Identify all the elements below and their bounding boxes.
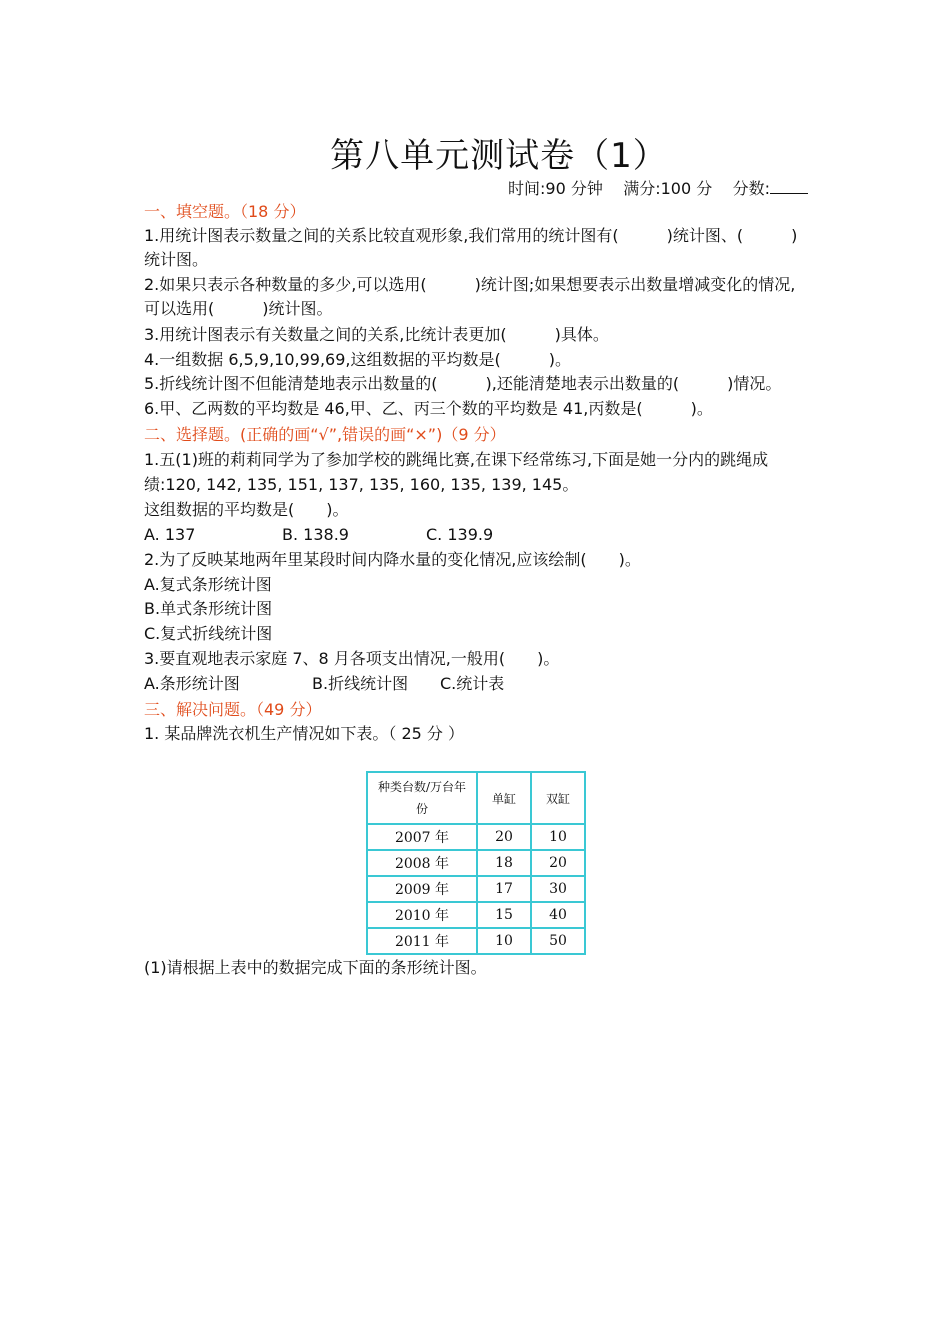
s1-question-6: 6.甲、乙两数的平均数是 46,甲、乙、丙三个数的平均数是 41,丙数是( )。: [144, 399, 713, 418]
table-cell: 10: [477, 928, 531, 954]
s2-question-2: 2.为了反映某地两年里某段时间内降水量的变化情况,应该绘制( )。: [144, 550, 641, 569]
section2-heading: 二、选择题。(正确的画“√”,错误的画“×”)（9 分）: [144, 425, 506, 444]
table-row: [367, 876, 585, 902]
s1-question-1-line-2: 统计图。: [144, 250, 209, 269]
s1-question-2-line-1: 2.如果只表示各种数量的多少,可以选用( )统计图;如果想要表示出数量增减变化的情况,: [144, 275, 796, 294]
s2-question-2-option-c[interactable]: C.复式折线统计图: [144, 624, 273, 643]
table-cell: 2009 年: [367, 876, 477, 902]
s3-sub-question-1: (1)请根据上表中的数据完成下面的条形统计图。: [144, 958, 487, 977]
s1-question-1-line-1: 1.用统计图表示数量之间的关系比较直观形象,我们常用的统计图有( )统计图、( ): [144, 226, 798, 245]
table-cell: 10: [531, 824, 585, 850]
table-cell: 40: [531, 902, 585, 928]
table-cell: 20: [477, 824, 531, 850]
table-cell: 2010 年: [367, 902, 477, 928]
table-row: [367, 824, 585, 850]
score-label: 分数:: [732, 179, 770, 198]
table-header-cell: 种类台数/万台年份: [367, 772, 477, 824]
table-cell: 18: [477, 850, 531, 876]
s1-question-4: 4.一组数据 6,5,9,10,99,69,这组数据的平均数是( )。: [144, 350, 571, 369]
s2-question-1-line-2: 绩:120, 142, 135, 151, 137, 135, 160, 135, 139, 145。: [144, 475, 579, 494]
s2-question-1-line-1: 1.五(1)班的莉莉同学为了参加学校的跳绳比赛,在课下经常练习,下面是她一分内的跳绳成: [144, 450, 769, 469]
s3-question-1: 1. 某品牌洗衣机生产情况如下表。（ 25 分 ）: [144, 724, 464, 743]
section1-heading: 一、填空题。（18 分）: [144, 202, 306, 221]
table-cell: 50: [531, 928, 585, 954]
table-row: [367, 902, 585, 928]
table-cell: 15: [477, 902, 531, 928]
s1-question-2-line-2: 可以选用( )统计图。: [144, 299, 333, 318]
exam-meta: [508, 176, 808, 199]
page-title: 第八单元测试卷（1）: [330, 136, 668, 176]
production-table: [366, 771, 586, 955]
option-b[interactable]: B.折线统计图: [312, 674, 409, 693]
s2-question-3-options: [144, 672, 504, 696]
option-a[interactable]: A.条形统计图: [144, 674, 240, 693]
s2-question-1-options: [144, 523, 493, 547]
s2-question-2-option-a[interactable]: A.复式条形统计图: [144, 575, 272, 594]
table-row: [367, 928, 585, 954]
table-row: [367, 850, 585, 876]
table-cell: 20: [531, 850, 585, 876]
s2-question-3: 3.要直观地表示家庭 7、8 月各项支出情况,一般用( )。: [144, 649, 560, 668]
table-header-row: [367, 772, 585, 824]
section3-heading: 三、解决问题。（49 分）: [144, 700, 322, 719]
option-c[interactable]: C.统计表: [440, 674, 505, 693]
table-cell: 2008 年: [367, 850, 477, 876]
s1-question-3: 3.用统计图表示有关数量之间的关系,比统计表更加( )具体。: [144, 325, 609, 344]
option-a[interactable]: A. 137: [144, 525, 196, 544]
score-blank[interactable]: [770, 179, 808, 194]
option-c[interactable]: C. 139.9: [426, 525, 494, 544]
table-header-cell: 单缸: [477, 772, 531, 824]
time-limit: 时间:90 分钟: [508, 179, 603, 198]
table-header-cell: 双缸: [531, 772, 585, 824]
full-score: 满分:100 分: [623, 179, 713, 198]
table-cell: 17: [477, 876, 531, 902]
s2-question-1-line-3: 这组数据的平均数是( )。: [144, 500, 349, 519]
table-cell: 2007 年: [367, 824, 477, 850]
table-cell: 2011 年: [367, 928, 477, 954]
s1-question-5: 5.折线统计图不但能清楚地表示出数量的( ),还能清楚地表示出数量的( )情况。: [144, 374, 782, 393]
s2-question-2-option-b[interactable]: B.单式条形统计图: [144, 599, 273, 618]
table-cell: 30: [531, 876, 585, 902]
option-b[interactable]: B. 138.9: [282, 525, 349, 544]
